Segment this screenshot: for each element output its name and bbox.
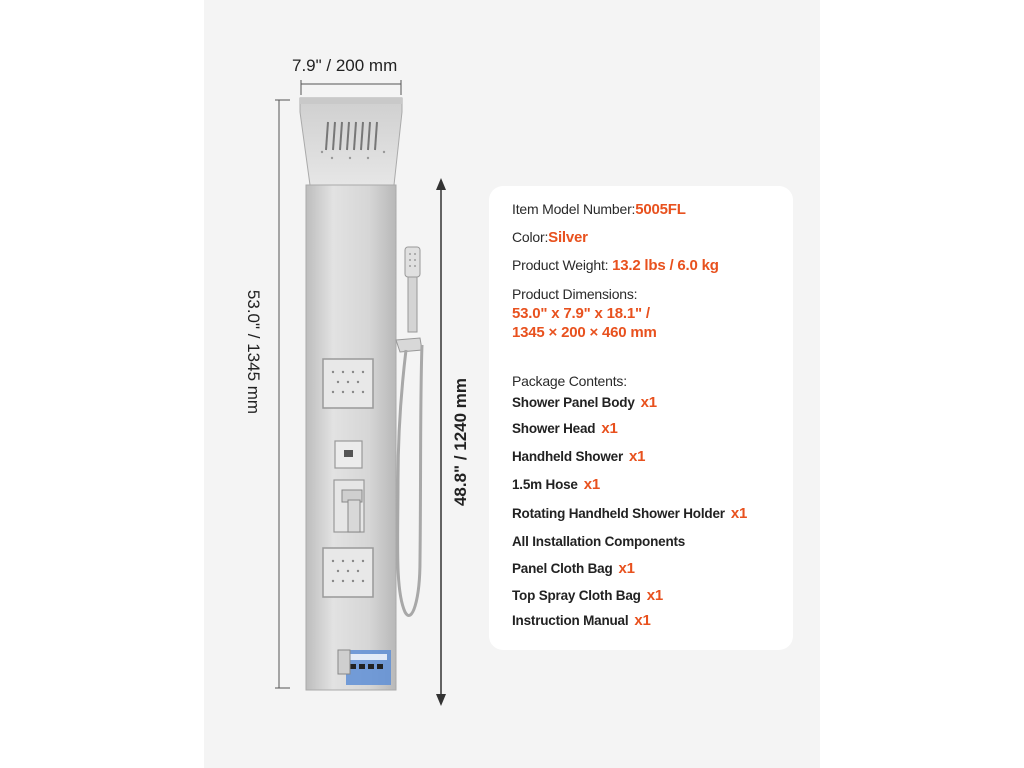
inner-height-label: 48.8" / 1240 mm (451, 377, 470, 507)
package-item-qty: x1 (629, 448, 646, 465)
package-item-name: Handheld Shower (512, 449, 624, 464)
height-label: 53.0" / 1345 mm (244, 289, 263, 415)
rain-shower-head (300, 98, 402, 185)
dims-value-2: 1345 × 200 × 460 mm (512, 324, 657, 341)
package-item (512, 448, 645, 465)
upper-body-jet (323, 359, 373, 408)
package-item (512, 476, 600, 493)
lower-body-jet (323, 548, 373, 597)
width-dimension-line (301, 80, 401, 95)
package-item-name: Top Spray Cloth Bag (512, 588, 641, 603)
package-item-name: 1.5m Hose (512, 477, 578, 492)
package-item-qty: x1 (583, 476, 601, 493)
weight-label: Product Weight: (512, 257, 609, 273)
package-item-name: Panel Cloth Bag (512, 561, 613, 576)
package-item-name: Shower Panel Body (512, 395, 635, 410)
package-item (512, 560, 635, 577)
shower-hose (398, 345, 422, 615)
package-item (512, 394, 657, 411)
color-row (512, 229, 588, 246)
package-item-qty: x1 (640, 394, 657, 411)
package-item (512, 612, 651, 629)
spec-card (489, 186, 793, 650)
mixer-handle (334, 480, 364, 532)
package-item (512, 587, 663, 604)
tub-spout (338, 650, 350, 674)
inner-height-arrow (436, 178, 446, 706)
model-row (512, 201, 686, 218)
package-item-qty: x1 (601, 420, 618, 437)
model-value: 5005FL (635, 201, 686, 218)
dims-label: Product Dimensions: (512, 286, 638, 302)
diverter-knob (335, 441, 362, 468)
weight-value: 13.2 lbs / 6.0 kg (612, 257, 719, 274)
handheld-shower (396, 247, 422, 352)
package-item-qty: x1 (646, 587, 663, 604)
dims-value-1: 53.0" x 7.9" x 18.1" / (512, 305, 650, 322)
package-item-name: Shower Head (512, 421, 596, 436)
shower-panel-body (306, 185, 396, 690)
package-title: Package Contents: (512, 373, 627, 389)
height-dimension-line (275, 100, 290, 688)
product-sticker (346, 650, 391, 685)
model-label: Item Model Number: (512, 201, 636, 217)
package-item-name: Rotating Handheld Shower Holder (512, 506, 725, 521)
package-item-name: Instruction Manual (512, 613, 629, 628)
package-item (512, 533, 685, 549)
package-item (512, 420, 618, 437)
weight-row (512, 257, 719, 274)
width-label: 7.9" / 200 mm (292, 56, 398, 75)
package-item-name: All Installation Components (512, 534, 686, 549)
package-item (512, 505, 747, 522)
package-item-qty: x1 (634, 612, 651, 629)
package-item-qty: x1 (730, 505, 748, 522)
color-label: Color: (512, 229, 549, 245)
package-item-qty: x1 (618, 560, 635, 577)
color-value: Silver (548, 229, 588, 246)
